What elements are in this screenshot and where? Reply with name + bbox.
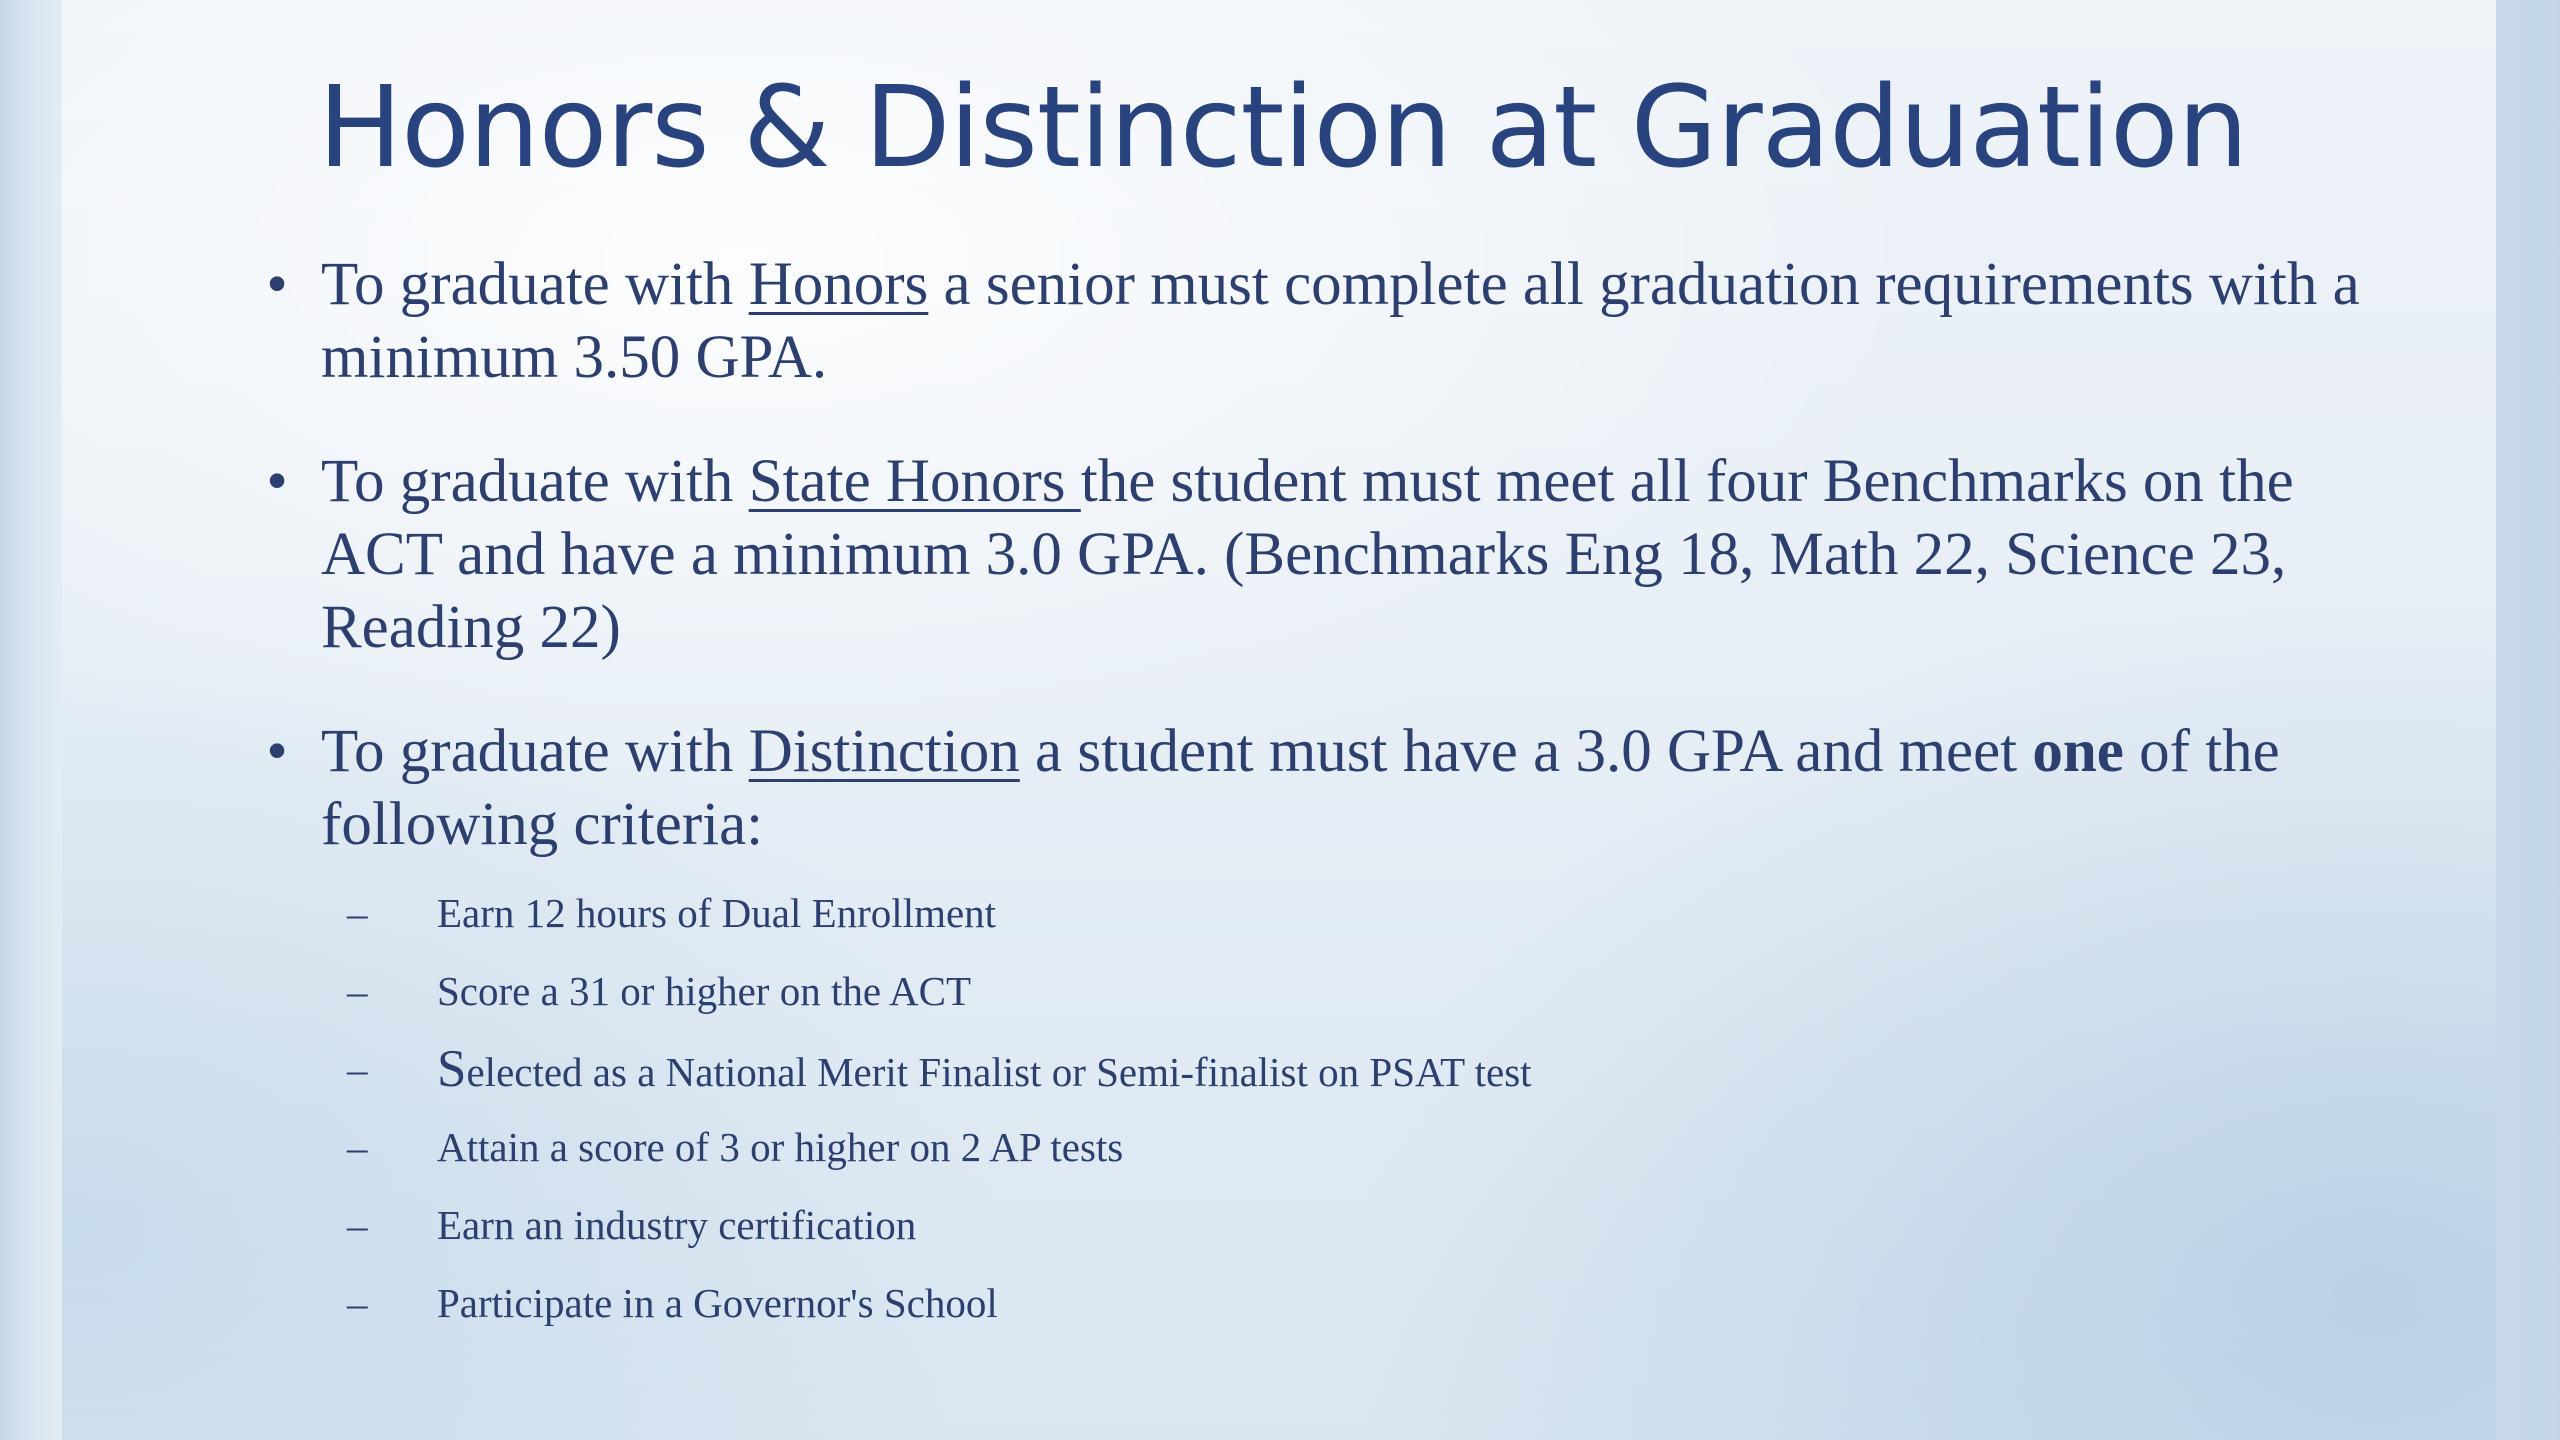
slide-body	[257, 248, 2417, 1356]
bullet-lead: To graduate with	[321, 718, 749, 785]
bullet-text: a student must have a 3.0 GPA and meet	[1019, 718, 2033, 785]
dash-marker: –	[347, 890, 368, 936]
criteria-item	[347, 1278, 2417, 1328]
bullet-text: the student must meet all four Benchmarks on the ACT and have a minimum 3.0 GPA. (Benchmarks Eng 18, Math 22, Science 23, Reading 22)	[321, 448, 2294, 661]
bullet-honors	[257, 248, 2417, 394]
criteria-item	[347, 1200, 2417, 1250]
criteria-text: Earn an industry certification	[437, 1202, 917, 1248]
bullet-dot: •	[266, 448, 288, 515]
criteria-item	[347, 966, 2417, 1016]
dash-marker: –	[347, 1124, 368, 1170]
term-state-honors: State Honors	[748, 448, 1081, 515]
criteria-list	[257, 888, 2417, 1328]
criteria-text: Earn 12 hours of Dual Enrollment	[437, 890, 997, 936]
bullet-state-honors	[257, 445, 2417, 664]
bullet-dot: •	[266, 718, 288, 785]
term-distinction: Distinction	[748, 718, 1020, 785]
criteria-text: Participate in a Governor's School	[437, 1280, 998, 1326]
bullet-distinction	[257, 715, 2417, 861]
bullet-dot: •	[266, 251, 288, 318]
dash-marker: –	[347, 1202, 368, 1248]
dash-marker: –	[347, 968, 368, 1014]
criteria-text: elected as a National Merit Finalist or Semi-finalist on PSAT test	[466, 1049, 1532, 1095]
bullet-text-end: of the following criteria:	[321, 718, 2280, 858]
criteria-initial-letter: S	[437, 1040, 467, 1098]
dash-marker: –	[347, 1046, 368, 1092]
dash-marker: –	[347, 1280, 368, 1326]
term-honors: Honors	[748, 251, 929, 318]
criteria-item	[347, 1040, 2417, 1098]
emphasis-one: one	[2032, 718, 2124, 785]
criteria-item	[347, 888, 2417, 938]
slide-title: Honors & Distinction at Graduation	[318, 63, 2248, 193]
bullet-lead: To graduate with	[321, 251, 749, 318]
bullet-lead: To graduate with	[321, 448, 749, 515]
criteria-item	[347, 1122, 2417, 1172]
slide	[62, 0, 2496, 1440]
bullet-text: a senior must complete all graduation requirements with a minimum 3.50 GPA.	[321, 251, 2360, 391]
criteria-text: Score a 31 or higher on the ACT	[437, 968, 972, 1014]
criteria-text: Attain a score of 3 or higher on 2 AP tests	[437, 1124, 1124, 1170]
